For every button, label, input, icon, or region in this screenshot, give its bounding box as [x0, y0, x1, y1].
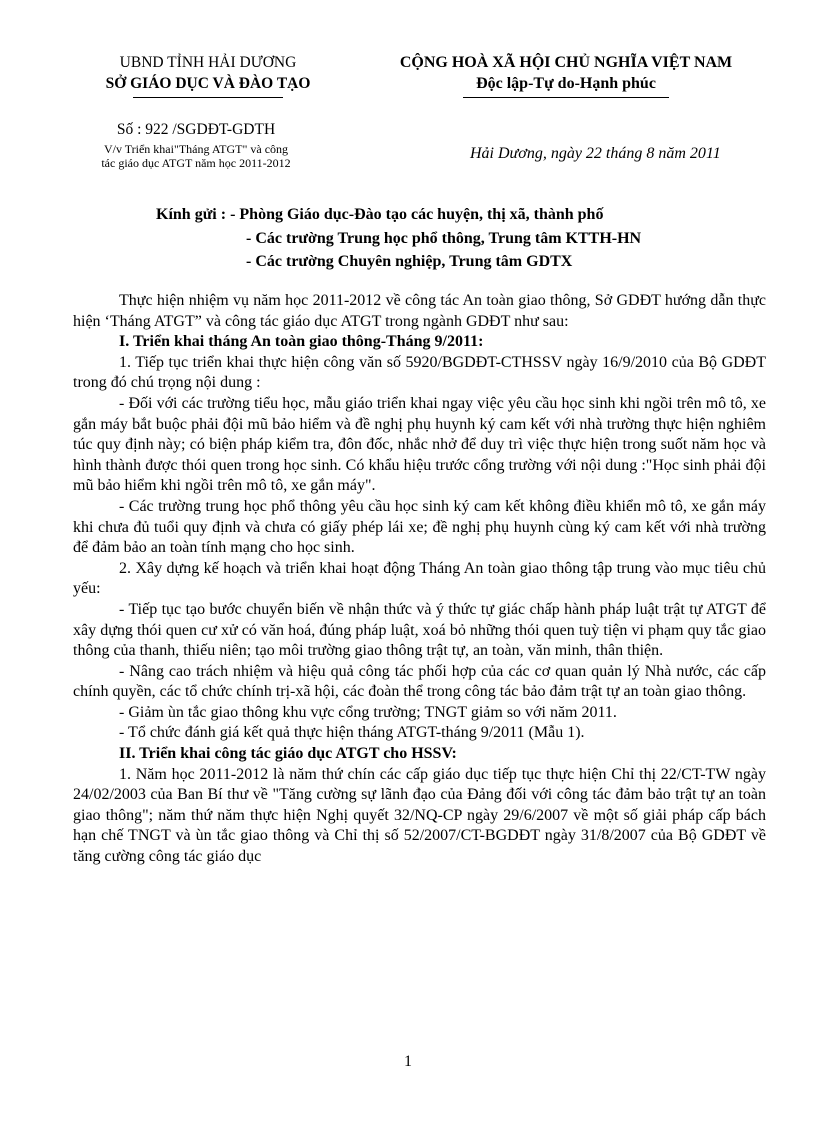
national-heading-block — [352, 52, 780, 98]
body-paragraph: 1. Tiếp tục triển khai thực hiện công văn số 5920/BGDĐT-CTHSSV ngày 16/9/2010 của Bộ GDĐT trong đó chú trọng nội dung : — [73, 353, 766, 392]
subject-line-1: V/v Triển khai"Tháng ATGT" và công — [103, 142, 289, 156]
body-paragraph: 2. Xây dựng kế hoạch và triển khai hoạt động Tháng An toàn giao thông tập trung vào mục tiêu chủ yếu: — [73, 559, 766, 598]
body-paragraph: 1. Năm học 2011-2012 là năm thứ chín các cấp giáo dục tiếp tục thực hiện Chỉ thị 22/CT-TW ngày 24/02/2003 của Ban Bí thư về "Tăng cường sự lãnh đạo của Đảng đối với công tác đảm bảo trật tự an toàn giao thông"; năm thứ năm thực hiện Nghị quyết 32/NQ-CP ngày 29/6/2007 về một số giải pháp cấp bách hạn chế TNGT và ùn tắc giao thông và Chỉ thị số 52/2007/CT-BGDĐT ngày 31/8/2007 của Bộ GDĐT về tăng cường công tác giáo dục — [73, 765, 766, 866]
national-motto: Độc lập-Tự do-Hạnh phúc — [476, 75, 656, 92]
page-number: 1 — [404, 1053, 412, 1070]
recipient-item: - Phòng Giáo dục-Đào tạo các huyện, thị xã, thành phố — [230, 206, 604, 223]
body-paragraph: - Nâng cao trách nhiệm và hiệu quả công tác phối hợp của các cơ quan quản lý Nhà nước, các cấp chính quyền, các tổ chức chính trị-xã hội, các đoàn thể trong công tác bảo đảm trật tự an toàn giao thông. — [73, 662, 766, 701]
intro-paragraph: Thực hiện nhiệm vụ năm học 2011-2012 về công tác An toàn giao thông, Sở GDĐT hướng dẫn thực hiện ‘Tháng ATGT” và công tác giáo dục ATGT trong ngành GDĐT như sau: — [73, 292, 766, 330]
recipient-row-1 — [156, 203, 641, 227]
country-name: CỘNG HOÀ XÃ HỘI CHỦ NGHĨA VIỆT NAM — [399, 54, 733, 71]
document-number: Số : 922 /SGDĐT-GDTH — [116, 121, 276, 138]
recipients-label: Kính gửi : — [156, 206, 227, 223]
department-underline — [133, 97, 283, 98]
section-heading-2: II. Triển khai công tác giáo dục ATGT cho HSSV: — [119, 745, 457, 763]
recipient-item: - Các trường Trung học phổ thông, Trung tâm KTTH-HN — [246, 229, 642, 247]
body-paragraph: - Tiếp tục tạo bước chuyển biến về nhận thức và ý thức tự giác chấp hành pháp luật trật tự ATGT để xây dựng thói quen cư xử có văn hoá, đúng pháp luật, xoá bỏ những thói quen tuỳ tiện vi phạm quy tắc giao thông của thanh, thiếu niên; tạo môi trường giao thông trật tự, an toàn, văn minh, thân thiện. — [73, 600, 766, 660]
motto-underline — [463, 97, 669, 98]
body-paragraph: - Tổ chức đánh giá kết quả thực hiện tháng ATGT-tháng 9/2011 (Mẫu 1). — [119, 724, 585, 742]
body-paragraph: - Giảm ùn tắc giao thông khu vực cổng trường; TNGT giảm so với năm 2011. — [119, 703, 617, 721]
recipient-item: - Các trường Chuyên nghiệp, Trung tâm GDTX — [246, 253, 573, 270]
body-paragraph: - Các trường trung học phổ thông yêu cầu học sinh ký cam kết không điều khiển mô tô, xe gắn máy khi chưa đủ tuổi quy định và chưa có giấy phép lái xe; đề nghị phụ huynh cùng ký cam kết với nhà trường để đảm bảo an toàn tính mạng cho học sinh. — [73, 497, 766, 557]
body-paragraph: - Đối với các trường tiểu học, mẫu giáo triển khai ngay việc yêu cầu học sinh khi ngồi trên mô tô, xe gắn máy bắt buộc phải đội mũ bảo hiểm và đề nghị phụ huynh ký cam kết với nhà trường thực hiện nghiêm túc quy định này; có biện pháp kiểm tra, đôn đốc, nhắc nhở để duy trì việc thực hiện trong suốt năm học và hình thành được thói quen trong học sinh. Có khẩu hiệu trước cổng trường với nội dung :"Học sinh phải đội mũ bảo hiểm khi ngồi trên mô tô, xe gắn máy". — [73, 394, 766, 495]
document-body — [73, 291, 766, 868]
issue-date: Hải Dương, ngày 22 tháng 8 năm 2011 — [470, 145, 721, 162]
issuing-authority-block — [72, 52, 344, 98]
recipients-block — [156, 203, 641, 274]
section-heading-1: I. Triển khai tháng An toàn giao thông-Tháng 9/2011: — [119, 333, 484, 351]
document-subject — [74, 142, 318, 170]
province-committee-name: UBND TỈNH HẢI DƯƠNG — [119, 54, 297, 71]
subject-line-2: tác giáo dục ATGT năm học 2011-2012 — [101, 156, 291, 170]
department-name: SỞ GIÁO DỤC VÀ ĐÀO TẠO — [105, 75, 311, 92]
